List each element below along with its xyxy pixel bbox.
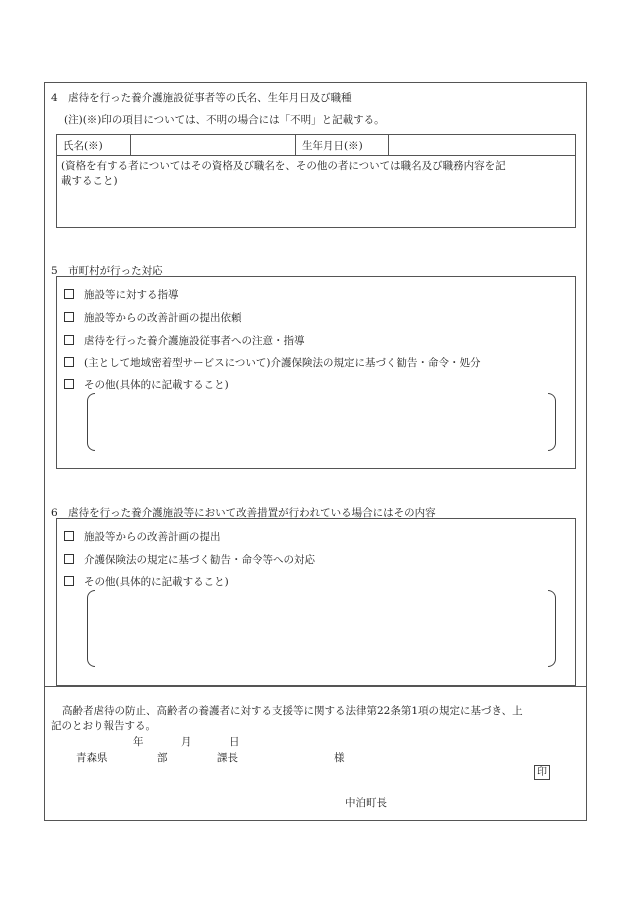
section5-item[interactable]: 施設等からの改善計画の提出依頼 bbox=[64, 310, 242, 325]
right-bracket bbox=[548, 590, 556, 667]
date-day: 日 bbox=[229, 736, 240, 748]
seal-mark: 印 bbox=[534, 765, 550, 780]
name-field[interactable] bbox=[133, 136, 293, 153]
section5-item[interactable]: その他(具体的に記載すること) bbox=[64, 377, 229, 392]
qualification-instruction-2: 載すること) bbox=[61, 175, 118, 187]
section6-item[interactable]: 介護保険法の規定に基づく勧告・命令等への対応 bbox=[64, 552, 315, 567]
recipient-prefecture: 青森県 bbox=[76, 752, 108, 764]
section4-table-divider bbox=[56, 155, 576, 156]
checkbox[interactable] bbox=[64, 379, 74, 389]
section5-item[interactable]: 虐待を行った養介護施設従事者への注意・指導 bbox=[64, 333, 305, 348]
checkbox[interactable] bbox=[64, 312, 74, 322]
recipient-department: 部 bbox=[157, 752, 168, 764]
date-month: 月 bbox=[181, 736, 192, 748]
section4-note: (注)(※)印の項目については、不明の場合には「不明」と記載する。 bbox=[64, 114, 385, 126]
section5-item[interactable]: (主として地域密着型サービスについて)介護保険法の規定に基づく勧告・命令・処分 bbox=[64, 355, 480, 370]
date-year: 年 bbox=[133, 736, 144, 748]
section6-heading: 6 虐待を行った養介護施設等において改善措置が行われている場合にはその内容 bbox=[51, 507, 436, 519]
report-statement-2: 記のとおり報告する。 bbox=[51, 720, 156, 732]
checkbox[interactable] bbox=[64, 531, 74, 541]
section6-other-field[interactable] bbox=[100, 593, 540, 663]
left-bracket bbox=[87, 393, 95, 451]
right-bracket bbox=[548, 393, 556, 451]
birth-field[interactable] bbox=[391, 136, 574, 153]
checkbox[interactable] bbox=[64, 335, 74, 345]
checkbox[interactable] bbox=[64, 554, 74, 564]
section6-item[interactable]: 施設等からの改善計画の提出 bbox=[64, 529, 221, 544]
name-label: 氏名(※) bbox=[63, 140, 103, 152]
section6-item[interactable]: その他(具体的に記載すること) bbox=[64, 574, 229, 589]
checkbox[interactable] bbox=[64, 289, 74, 299]
recipient-honorific: 様 bbox=[334, 752, 345, 764]
section5-heading: 5 市町村が行った対応 bbox=[51, 265, 163, 277]
report-divider bbox=[44, 686, 587, 687]
section5-other-field[interactable] bbox=[100, 396, 540, 448]
sender-mayor: 中泊町長 bbox=[345, 797, 387, 809]
report-statement-1: 高齢者虐待の防止、高齢者の養護者に対する支援等に関する法律第22条第1項の規定に基づき、上 bbox=[62, 705, 523, 717]
checkbox[interactable] bbox=[64, 357, 74, 367]
section5-item[interactable]: 施設等に対する指導 bbox=[64, 287, 179, 302]
birth-label: 生年月日(※) bbox=[302, 140, 363, 152]
recipient-section-chief: 課長 bbox=[217, 752, 238, 764]
left-bracket bbox=[87, 590, 95, 667]
qualification-instruction-1: (資格を有する者についてはその資格及び職名を、その他の者については職名及び職務内容を記 bbox=[61, 160, 506, 172]
checkbox[interactable] bbox=[64, 576, 74, 586]
qualification-field[interactable] bbox=[58, 190, 574, 226]
section4-heading: 4 虐待を行った養介護施設従事者等の氏名、生年月日及び職種 bbox=[51, 92, 352, 104]
